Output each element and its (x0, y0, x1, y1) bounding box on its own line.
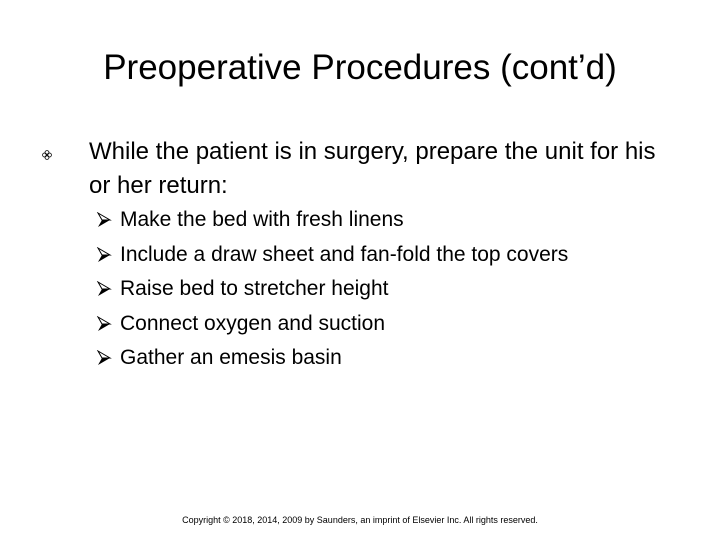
sub-bullet-text: Raise bed to stretcher height (120, 277, 389, 301)
arrow-bullet-icon (96, 247, 112, 263)
sub-bullet-item (96, 203, 568, 238)
main-bullet-text: While the patient is in surgery, prepare the unit for his or her return: (89, 138, 656, 199)
arrow-bullet-icon (96, 212, 112, 228)
arrow-bullet-icon (96, 316, 112, 332)
sub-bullet-item (96, 238, 568, 273)
sub-bullet-item (96, 272, 568, 307)
sub-bullet-text: Include a draw sheet and fan-fold the top covers (120, 242, 569, 266)
sub-bullet-text: Connect oxygen and suction (120, 311, 386, 335)
sub-bullet-item (96, 307, 568, 342)
sub-bullet-list (96, 203, 568, 376)
sub-bullet-item (96, 341, 568, 376)
slide-title: Preoperative Procedures (cont’d) (103, 48, 617, 87)
arrow-bullet-icon (96, 350, 112, 366)
copyright-footer: Copyright © 2018, 2014, 2009 by Saunders, an imprint of Elsevier Inc. All rights reserved. (182, 515, 538, 525)
sub-bullet-text: Make the bed with fresh linens (120, 208, 404, 232)
arrow-bullet-icon (96, 281, 112, 297)
flower-bullet-icon (42, 147, 52, 157)
sub-bullet-text: Gather an emesis basin (120, 346, 342, 370)
main-bullet (42, 135, 682, 203)
